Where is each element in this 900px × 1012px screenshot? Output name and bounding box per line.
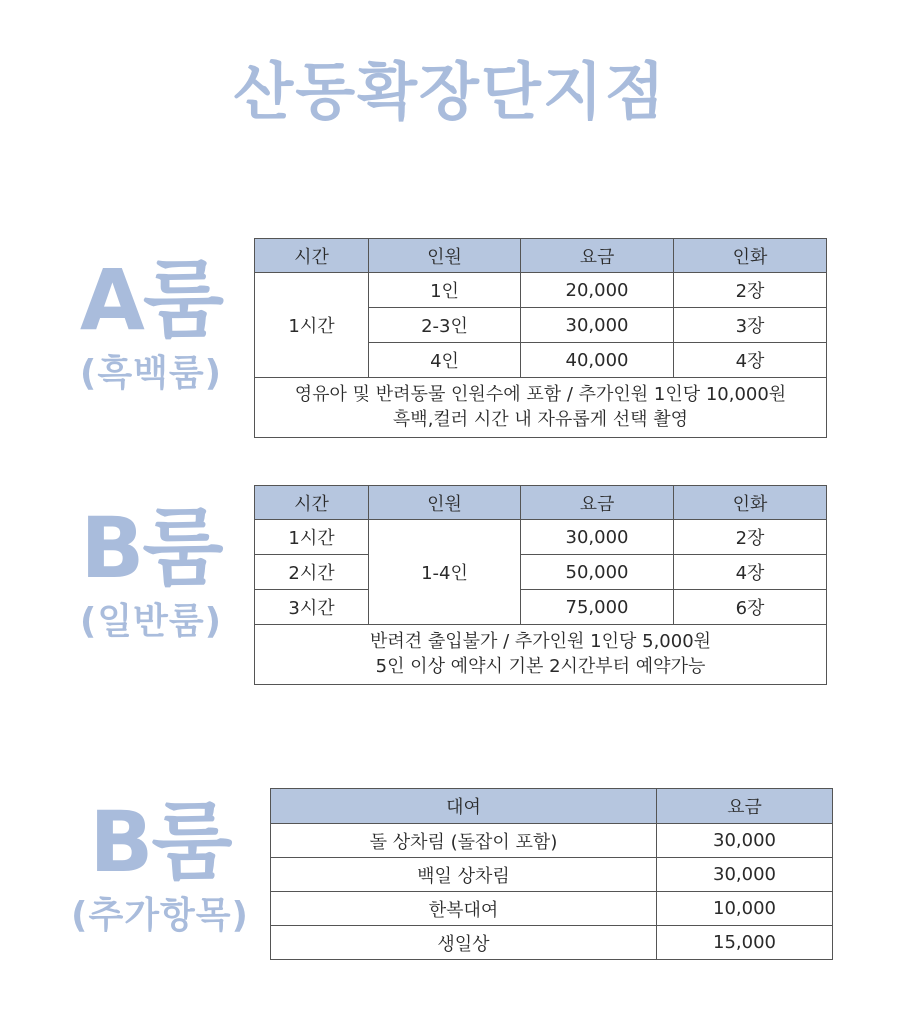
room-extra-name: B룸 — [89, 793, 231, 891]
room-a-name: A룸 — [79, 251, 223, 349]
time-cell: 3시간 — [255, 590, 369, 625]
prints-cell: 2장 — [674, 273, 827, 308]
price-cell: 10,000 — [657, 892, 833, 926]
price-cell: 40,000 — [521, 343, 674, 378]
header-price: 요금 — [657, 789, 833, 824]
price-cell: 30,000 — [657, 858, 833, 892]
time-cell: 1시간 — [255, 520, 369, 555]
price-cell: 30,000 — [657, 824, 833, 858]
extras-price-table — [270, 788, 833, 960]
table-row — [255, 555, 827, 590]
note-line: 5인 이상 예약시 기본 2시간부터 예약가능 — [375, 655, 706, 677]
price-cell: 30,000 — [521, 520, 674, 555]
table-row — [271, 892, 833, 926]
header-rental: 대여 — [271, 789, 657, 824]
note-row — [255, 378, 827, 438]
header-prints: 인화 — [674, 239, 827, 273]
price-cell: 20,000 — [521, 273, 674, 308]
time-cell: 1시간 — [255, 273, 369, 378]
prints-cell: 6장 — [674, 590, 827, 625]
item-cell: 백일 상차림 — [271, 858, 657, 892]
note-line: 반려견 출입불가 / 추가인원 1인당 5,000원 — [369, 631, 712, 653]
note-cell — [255, 378, 827, 438]
page-title: 산동확장단지점 — [233, 55, 667, 128]
table-row — [271, 824, 833, 858]
item-cell: 생일상 — [271, 926, 657, 960]
price-cell: 50,000 — [521, 555, 674, 590]
room-extra-label — [60, 793, 260, 936]
price-cell: 15,000 — [657, 926, 833, 960]
room-b-price-table — [254, 485, 827, 685]
price-cell: 75,000 — [521, 590, 674, 625]
header-people: 인원 — [369, 239, 521, 273]
note-line: 흑백,컬러 시간 내 자유롭게 선택 촬영 — [392, 408, 689, 430]
item-cell: 돌 상차림 (돌잡이 포함) — [271, 824, 657, 858]
room-b-subtitle: (일반룸) — [79, 601, 223, 642]
room-b-name: B룸 — [80, 499, 222, 597]
prints-cell: 4장 — [674, 555, 827, 590]
people-cell: 1인 — [369, 273, 521, 308]
table-row — [271, 926, 833, 960]
prints-cell: 4장 — [674, 343, 827, 378]
note-line: 영유아 및 반려동물 인원수에 포함 / 추가인원 1인당 10,000원 — [294, 384, 787, 406]
prints-cell: 3장 — [674, 308, 827, 343]
table-row — [255, 590, 827, 625]
time-cell: 2시간 — [255, 555, 369, 590]
people-cell: 2-3인 — [369, 308, 521, 343]
header-price: 요금 — [521, 486, 674, 520]
room-extra-subtitle: (추가항목) — [70, 895, 249, 936]
table-row — [255, 520, 827, 555]
room-a-price-table — [254, 238, 827, 438]
people-cell: 1-4인 — [369, 520, 521, 625]
header-price: 요금 — [521, 239, 674, 273]
note-row — [255, 625, 827, 685]
room-b-label — [62, 499, 240, 642]
price-cell: 30,000 — [521, 308, 674, 343]
note-cell — [255, 625, 827, 685]
item-cell: 한복대여 — [271, 892, 657, 926]
table-row — [255, 273, 827, 308]
room-a-label — [62, 251, 240, 394]
people-cell: 4인 — [369, 343, 521, 378]
table-row — [271, 858, 833, 892]
header-time: 시간 — [255, 239, 369, 273]
table-header-row — [255, 239, 827, 273]
header-people: 인원 — [369, 486, 521, 520]
prints-cell: 2장 — [674, 520, 827, 555]
header-prints: 인화 — [674, 486, 827, 520]
header-time: 시간 — [255, 486, 369, 520]
room-a-subtitle: (흑백룸) — [79, 353, 223, 394]
table-header-row — [271, 789, 833, 824]
table-header-row — [255, 486, 827, 520]
